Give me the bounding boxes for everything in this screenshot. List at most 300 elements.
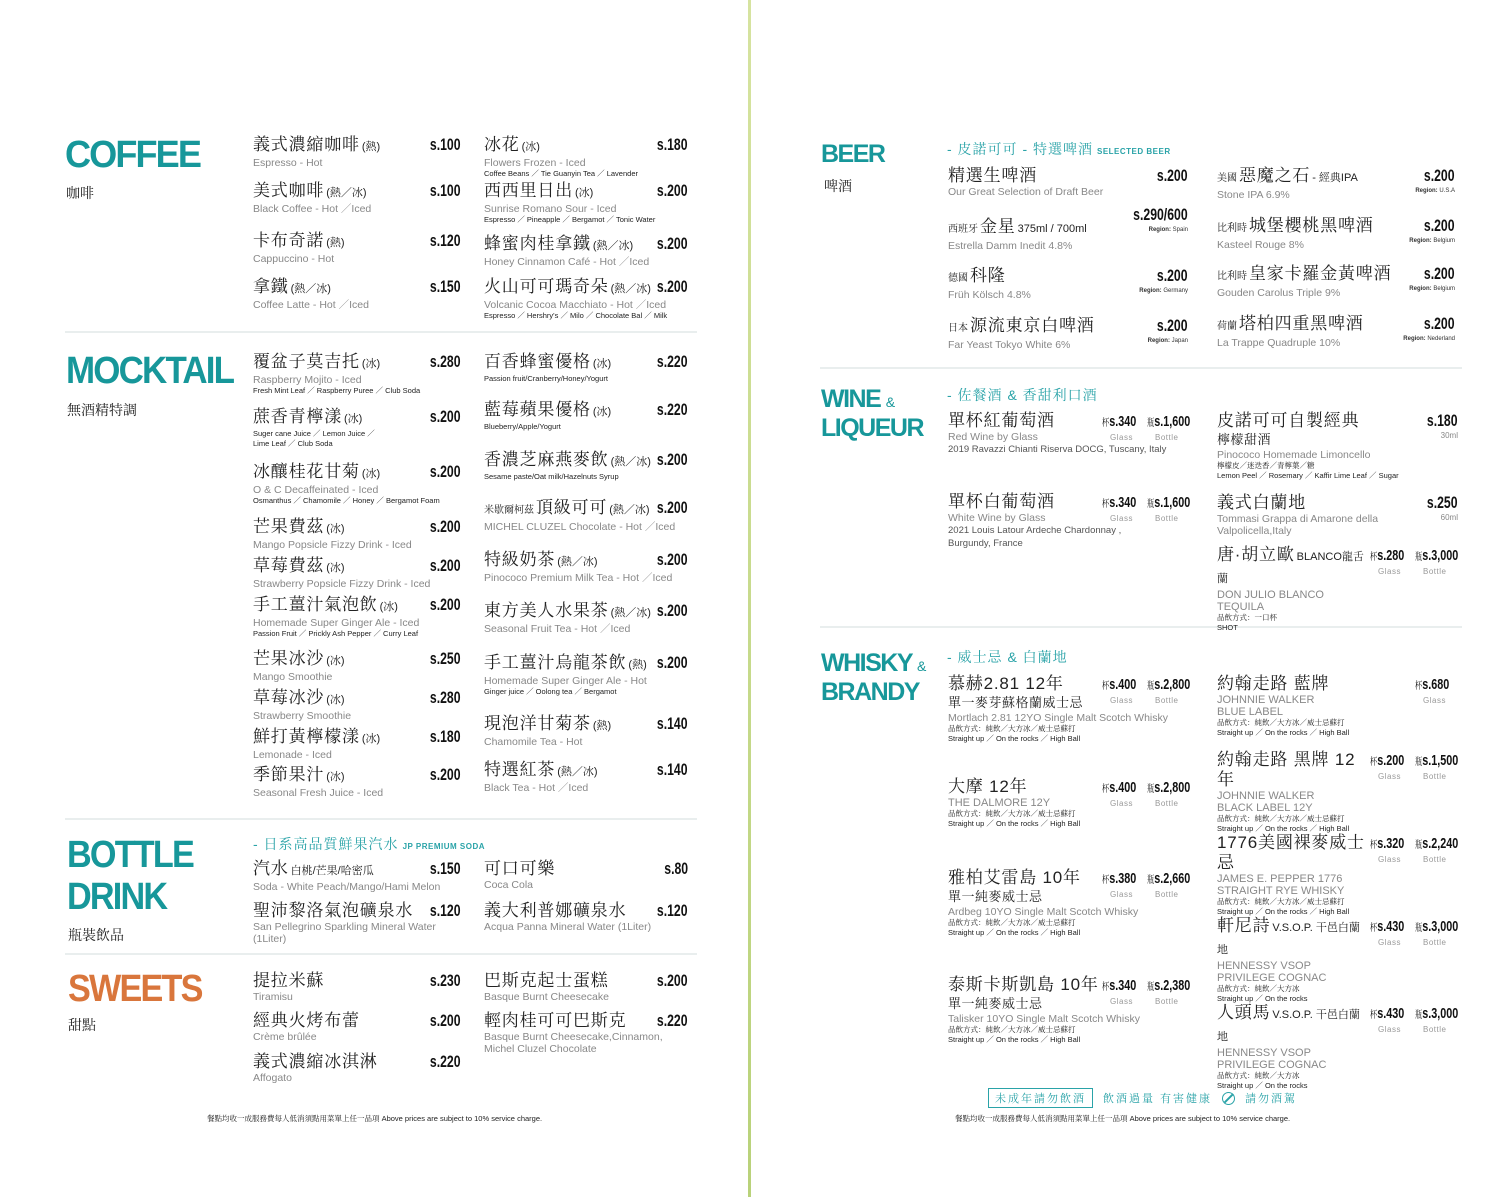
item-price-column [1102, 868, 1190, 906]
item-name-secondary: 單一純麥威士忌 [948, 996, 1043, 1011]
item-english: Basque Burnt Cheesecake,Cinnamon, Michel Cluzel Chocolate [484, 1031, 663, 1055]
bottle-label-zh: 瓶 [1147, 875, 1155, 886]
item-name-line [1217, 750, 1367, 790]
item-price [1423, 166, 1455, 186]
glass-label: Glass [1378, 567, 1401, 576]
item-price [1426, 493, 1458, 513]
item-price-column [1370, 1003, 1458, 1071]
item-prices [1102, 676, 1190, 706]
item-ingredients: Osmanthus ／ Chamomile ／ Honey ／ Bergamot Foam [253, 496, 440, 505]
bottle-amount: s.1,600 [1154, 494, 1191, 511]
item-price [429, 765, 461, 785]
section-divider [65, 818, 697, 820]
menu-item [253, 649, 461, 688]
item-name: 雅柏艾雷島 10年 [948, 868, 1081, 887]
item-name: 塔柏四重黑啤酒 [1239, 314, 1364, 333]
item-name: 冰花 [484, 135, 520, 154]
item-english: JOHNNIE WALKER BLACK LABEL 12Y [1217, 790, 1315, 814]
item-english: Honey Cinnamon Café - Hot ／Iced [484, 256, 650, 268]
glass-label-zh: 杯 [1415, 681, 1423, 692]
glass-amount: s.340 [1109, 494, 1137, 511]
bottle-label: Bottle [1423, 567, 1447, 576]
beer-heading-zh: 啤酒 [824, 178, 852, 194]
item-price-value: s.280 [430, 688, 461, 707]
item-tag: (冰) [361, 358, 381, 370]
item-name-line [253, 649, 426, 671]
item-name: 科隆 [970, 266, 1006, 285]
item-prices [1102, 977, 1190, 1007]
item-region [1149, 225, 1188, 235]
item-name-line [948, 166, 1153, 186]
item-price-value: s.180 [657, 135, 688, 154]
glass-price [1102, 977, 1145, 1007]
item-ingredients: 品飲方式：純飲／大方冰／威士忌蘇打 Straight up ／ On the rocks ／ High Ball [1217, 814, 1350, 833]
glass-amount: s.400 [1109, 779, 1137, 796]
glass-label: Glass [1110, 799, 1133, 808]
item-price-column [429, 231, 461, 253]
item-prices [1415, 676, 1458, 706]
item-price-value: s.220 [657, 400, 688, 419]
item-name-line [253, 277, 426, 299]
item-price [429, 901, 461, 921]
glass-amount: s.680 [1422, 676, 1450, 693]
menu-item [948, 868, 1190, 975]
item-english: Seasonal Fresh Juice - Iced [253, 787, 384, 799]
item-name: 特選紅茶 [484, 760, 556, 779]
item-english: Our Great Selection of Draft Beer [948, 186, 1104, 198]
item-name-line [484, 901, 653, 921]
glass-price-value [1415, 676, 1458, 696]
bottle-price-value [1147, 413, 1190, 433]
item-price-value: s.200 [1424, 216, 1455, 235]
item-price [656, 714, 688, 734]
item-price-column [1370, 833, 1458, 897]
item-price-value: s.250 [430, 649, 461, 668]
item-english: Estrella Damm Inedit 4.8% [948, 240, 1073, 252]
glass-price-value [1102, 413, 1145, 433]
region-label: Region: [1403, 336, 1426, 342]
item-price-column [1415, 674, 1458, 718]
item-name-line [484, 234, 653, 256]
menu-item [253, 1011, 461, 1052]
item-volume: 60ml [1440, 513, 1458, 522]
glass-label: Glass [1423, 696, 1446, 705]
service-charge-note: 餐點均收一成服務費每人低消須點用菜單上任一品項 Above prices are subject to 10% service charge. [207, 1114, 543, 1123]
item-origin: 美國 [1217, 173, 1237, 184]
glass-label: Glass [1110, 890, 1133, 899]
item-price-column [429, 556, 461, 578]
item-price [429, 595, 461, 615]
item-english: Tommasi Grappa di Amarone della Valpolicella,Italy [1217, 513, 1379, 537]
item-price-value: s.180 [1427, 411, 1458, 430]
item-name: 季節果汁 [253, 765, 325, 784]
item-price [656, 971, 688, 991]
glass-price-value [1370, 752, 1413, 772]
item-price-column [429, 1011, 461, 1031]
item-english: Gouden Carolus Triple 9% [1217, 287, 1341, 299]
item-price-column [1426, 493, 1458, 537]
item-name-line [484, 400, 653, 422]
item-price-value: s.200 [430, 1011, 461, 1030]
glass-label-zh: 杯 [1102, 499, 1110, 510]
menu-item [484, 498, 688, 550]
item-price-column [1426, 411, 1458, 449]
item-ingredients: Passion Fruit ／ Prickly Ash Pepper ／ Curry Leaf [253, 629, 419, 638]
item-name-line [948, 777, 1099, 797]
bottle-amount: s.2,240 [1422, 835, 1459, 852]
item-english: Homemade Super Ginger Ale - Hot [484, 675, 647, 687]
item-english: Black Tea - Hot ／Iced [484, 782, 589, 794]
menu-column [484, 971, 688, 1055]
item-name: 單杯白葡萄酒 [948, 492, 1055, 511]
item-price [429, 859, 461, 879]
item-price-column [656, 760, 688, 782]
menu-item [253, 277, 461, 311]
item-english: Cappuccino - Hot [253, 253, 335, 265]
item-english: Espresso - Hot [253, 157, 323, 169]
menu-item [484, 859, 688, 901]
item-price-value: s.120 [430, 231, 461, 250]
region-label: Region: [1409, 286, 1432, 292]
glass-label: Glass [1378, 772, 1401, 781]
item-price-value: s.150 [430, 859, 461, 878]
item-ingredients: Suger cane Juice ／ Lemon Juice ／ Lime Leaf ／ Club Soda [253, 429, 375, 448]
item-name-line [948, 411, 1099, 431]
item-name: 輕肉桂可可巴斯克 [484, 1011, 627, 1030]
item-name: 覆盆子莫吉托 [253, 352, 360, 371]
bottle-heading-zh: 瓶裝飲品 [68, 927, 124, 943]
item-name-line [253, 556, 426, 578]
glass-price-value [1370, 918, 1413, 938]
item-name-line [484, 550, 653, 572]
item-price-value: s.200 [430, 462, 461, 481]
item-name: 皮諾可可自製經典 [1217, 411, 1360, 430]
item-price-column [1139, 266, 1188, 301]
item-name: 手工薑汁烏龍茶飲 [484, 653, 627, 672]
item-tag: BLANCO龍舌蘭 [1217, 551, 1364, 585]
item-name-line [948, 492, 1099, 512]
menu-item [1217, 833, 1458, 916]
item-name: 美式咖啡 [253, 181, 325, 200]
item-name: 手工薑汁氣泡飲 [253, 595, 378, 614]
item-price-column [1370, 750, 1458, 814]
item-name-line [484, 498, 653, 521]
menu-item [1217, 916, 1458, 1003]
item-price [429, 649, 461, 669]
glass-price [1370, 918, 1413, 948]
menu-item [1217, 411, 1458, 493]
item-price-value: s.200 [657, 550, 688, 569]
item-price-column [656, 234, 688, 256]
item-tag: (熱／冰) [609, 504, 650, 516]
item-price-column [1131, 205, 1188, 252]
menu-item [253, 859, 461, 901]
item-price [656, 760, 688, 780]
glass-amount: s.200 [1377, 752, 1405, 769]
item-name: 香濃芝麻燕麥飲 [484, 450, 609, 469]
item-price-value: s.200 [657, 234, 688, 253]
heading-line2: BRANDY [821, 678, 919, 706]
item-price-column [656, 550, 688, 572]
item-price-value: s.200 [430, 407, 461, 426]
item-ingredients: 品飲方式：純飲／大方冰／威士忌蘇打 Straight up ／ On the rocks ／ High Ball [948, 1025, 1081, 1044]
item-english: DON JULIO BLANCO TEQUILA [1217, 589, 1324, 613]
item-english: Pinococo Premium Milk Tea - Hot ／Iced [484, 572, 673, 584]
item-price-value: s.200 [657, 498, 688, 517]
region-label: Region: [1409, 238, 1432, 244]
item-name: 金星 [980, 217, 1016, 236]
sweets-heading-zh: 甜點 [68, 1017, 96, 1033]
menu-item [948, 492, 1190, 550]
item-name-line [948, 674, 1099, 694]
item-name-line [484, 601, 653, 623]
item-price-value: s.200 [430, 595, 461, 614]
menu-column [484, 352, 688, 794]
menu-item [1217, 216, 1455, 264]
item-english: JOHNNIE WALKER BLUE LABEL [1217, 694, 1315, 718]
item-english: Red Wine by Glass [948, 431, 1038, 443]
bottle-price-value [1415, 835, 1458, 855]
item-name: 鮮打黃檸檬漾 [253, 727, 360, 746]
item-tag: - 經典IPA [1312, 172, 1358, 184]
mocktail-heading-zh: 無酒精特調 [67, 402, 137, 418]
item-tag: (熱／冰) [610, 456, 651, 468]
glass-price-value [1102, 676, 1145, 696]
item-name: 西西里日出 [484, 181, 573, 200]
item-price [662, 859, 688, 879]
item-english: MICHEL CLUZEL Chocolate - Hot ／Iced [484, 521, 676, 533]
bottle-amount: s.3,000 [1422, 918, 1459, 935]
item-name: 1776美國裸麥威士忌 [1217, 833, 1365, 872]
menu-column [1217, 411, 1458, 632]
item-name: 汽水 [253, 859, 289, 878]
item-name: 芒果冰沙 [253, 649, 325, 668]
item-name: 拿鐵 [253, 277, 289, 296]
item-price-column [1156, 166, 1188, 186]
item-price-value: s.200 [657, 601, 688, 620]
item-name-line [1217, 833, 1367, 873]
glass-label: Glass [1110, 997, 1133, 1006]
glass-amount: s.280 [1377, 547, 1405, 564]
item-price-column [429, 901, 461, 921]
item-name-line [1217, 411, 1423, 431]
item-price-column [656, 277, 688, 299]
item-ingredients: 品飲方式：純飲／大方冰／威士忌蘇打 Straight up ／ On the rocks ／ High Ball [948, 724, 1081, 743]
bottle-label: Bottle [1155, 799, 1179, 808]
ampersand: & [917, 658, 927, 674]
item-english: White Wine by Glass [948, 512, 1046, 524]
item-price [656, 181, 688, 201]
glass-price [1370, 1005, 1413, 1035]
item-name: 芒果費茲 [253, 517, 325, 536]
bottle-price-value [1415, 918, 1458, 938]
item-name-secondary: 單一麥芽蘇格蘭威士忌 [948, 695, 1084, 710]
menu-column [484, 135, 688, 321]
menu-item [484, 1011, 688, 1055]
item-description: 2021 Louis Latour Ardeche Chardonnay , Burgundy, France [948, 525, 1122, 549]
glass-price-value [1370, 835, 1413, 855]
item-english: Far Yeast Tokyo White 6% [948, 339, 1071, 351]
item-tag: (熱／冰) [610, 607, 651, 619]
item-price-column [656, 400, 688, 422]
item-english: Affogato [253, 1072, 292, 1084]
item-origin: 米歇爾柯茲 [484, 505, 534, 516]
item-ingredients: 品飲方式：一口杯 SHOT [1217, 613, 1277, 632]
item-price-value: s.200 [657, 971, 688, 990]
item-name-line [484, 277, 653, 299]
item-name: 義式濃縮咖啡 [253, 135, 360, 154]
item-price [656, 277, 688, 297]
item-prices [1370, 752, 1458, 782]
bottle-amount: s.3,000 [1422, 1005, 1459, 1022]
item-english: Flowers Frozen - Iced [484, 157, 586, 169]
item-price-column [429, 971, 461, 991]
item-price-value: s.290/600 [1133, 205, 1188, 224]
item-name-line [948, 266, 1136, 289]
glass-price [1102, 494, 1145, 524]
glass-amount: s.320 [1377, 835, 1405, 852]
bottle-heading-line2: DRINK [67, 876, 167, 918]
item-tag: (冰) [592, 406, 612, 418]
item-prices [1102, 870, 1190, 900]
item-tag: (熱／冰) [290, 283, 331, 295]
item-tag: (熱) [628, 659, 647, 671]
bottle-price-value [1147, 676, 1190, 696]
menu-item [484, 971, 688, 1011]
item-tag: (熱／冰) [326, 187, 367, 199]
glass-label: Glass [1110, 514, 1133, 523]
item-name-line [484, 859, 659, 879]
menu-column [1217, 674, 1458, 1090]
item-name: 泰斯卡斯凱島 10年 [948, 975, 1099, 994]
item-english: Talisker 10YO Single Malt Scotch Whisky [948, 1013, 1140, 1025]
item-name: 火山可可瑪奇朵 [484, 277, 609, 296]
menu-item [253, 1052, 461, 1084]
item-price-value: s.230 [430, 971, 461, 990]
menu-column [253, 971, 461, 1084]
item-price-value: s.120 [657, 901, 688, 920]
item-price-column [429, 649, 461, 671]
menu-item [484, 352, 688, 400]
subheading-en: JP PREMIUM SODA [402, 842, 486, 851]
bottle-label: Bottle [1423, 938, 1447, 947]
menu-item [484, 601, 688, 653]
item-name: 草莓費茲 [253, 556, 325, 575]
glass-price-value [1102, 977, 1145, 997]
bottle-label: Bottle [1423, 772, 1447, 781]
item-english: O & C Decaffeinated - Iced [253, 484, 379, 496]
menu-item [253, 971, 461, 1011]
item-ingredients: Espresso ／ Hershry's ／ Milo ／ Chocolate Bal ／ Milk [484, 311, 668, 320]
item-price-value: s.180 [430, 727, 461, 746]
glass-label-zh: 杯 [1102, 418, 1110, 429]
region-label: Region: [1148, 227, 1171, 233]
section-divider [65, 953, 697, 955]
menu-item [484, 653, 688, 714]
bottle-label-zh: 瓶 [1415, 552, 1423, 563]
item-tag: (冰) [326, 562, 345, 574]
wine-subheading: - 佐餐酒 & 香甜利口酒 [947, 387, 1098, 403]
menu-item [948, 777, 1190, 868]
item-english: Stone IPA 6.9% [1217, 189, 1290, 201]
item-name: 皇家卡羅金黃啤酒 [1249, 264, 1392, 283]
item-price [656, 234, 688, 254]
item-name: 義式白蘭地 [1217, 493, 1306, 512]
item-name-line [948, 975, 1099, 995]
bottle-price-value [1415, 752, 1458, 772]
item-ingredients: 檸檬皮／迷迭香／青檸葉／糖 Lemon Peel ／ Rosemary ／ Kaffir Lime Leaf ／ Sugar [1217, 461, 1399, 480]
item-price [1426, 411, 1458, 431]
item-price [656, 653, 688, 673]
menu-column [253, 859, 461, 945]
region-label: Region: [1139, 288, 1162, 294]
item-price-value: s.250 [1427, 493, 1458, 512]
service-charge-note: 餐點均收一成服務費每人低消須點用菜單上任一品項 Above prices are subject to 10% service charge. [955, 1114, 1291, 1123]
item-price-value: s.200 [657, 277, 688, 296]
no-drive-warning: 請勿酒駕 [1245, 1093, 1298, 1105]
item-tag: (熱／冰) [557, 556, 598, 568]
menu-column [948, 411, 1190, 550]
menu-item [484, 400, 688, 450]
item-name: 提拉米蘇 [253, 971, 325, 990]
item-price [1423, 264, 1455, 284]
menu-item [253, 231, 461, 277]
item-prices [1102, 779, 1190, 809]
item-name-line [253, 859, 426, 881]
item-name-line [253, 231, 426, 253]
bottle-label-zh: 瓶 [1147, 418, 1155, 429]
item-price [429, 181, 461, 201]
item-name-line [484, 653, 653, 675]
glass-amount: s.400 [1109, 676, 1137, 693]
bottle-label-zh: 瓶 [1415, 757, 1423, 768]
menu-item [253, 688, 461, 727]
bottle-label-zh: 瓶 [1147, 499, 1155, 510]
item-tag: (冰) [361, 733, 381, 745]
item-name: 巴斯克起士蛋糕 [484, 971, 609, 990]
item-name: 藍莓蘋果優格 [484, 400, 591, 419]
bottle-label-zh: 瓶 [1415, 840, 1423, 851]
bottle-price-value [1147, 779, 1190, 799]
item-english: Soda - White Peach/Mango/Hami Melon [253, 881, 441, 893]
item-english: Black Coffee - Hot ／Iced [253, 203, 372, 215]
glass-label-zh: 杯 [1102, 681, 1110, 692]
mocktail-heading: MOCKTAIL [66, 350, 234, 392]
item-ingredients: Ginger juice ／ Oolong tea ／ Bergamot [484, 687, 617, 696]
item-name-line [253, 971, 426, 991]
item-name-line [253, 352, 426, 374]
item-name: 聖沛黎洛氣泡礦泉水 [253, 901, 414, 920]
item-name: 蔗香青檸漾 [253, 407, 342, 426]
item-price-column [1409, 264, 1455, 299]
bottle-price-value [1415, 547, 1458, 567]
item-price-column [656, 352, 688, 374]
item-english: Raspberry Mojito - Iced [253, 374, 362, 386]
item-region [1148, 336, 1188, 346]
menu-column [948, 674, 1190, 1044]
item-region [1139, 286, 1188, 296]
bottle-price-value [1147, 977, 1190, 997]
menu-item [484, 550, 688, 601]
item-name-line [484, 1011, 653, 1031]
item-name-line [253, 1011, 426, 1031]
glass-amount: s.430 [1377, 918, 1405, 935]
bottle-amount: s.2,660 [1154, 870, 1191, 887]
glass-price-value [1370, 1005, 1413, 1025]
menu-item [948, 674, 1190, 777]
item-price [656, 498, 688, 518]
item-tag: (熱) [361, 141, 381, 153]
